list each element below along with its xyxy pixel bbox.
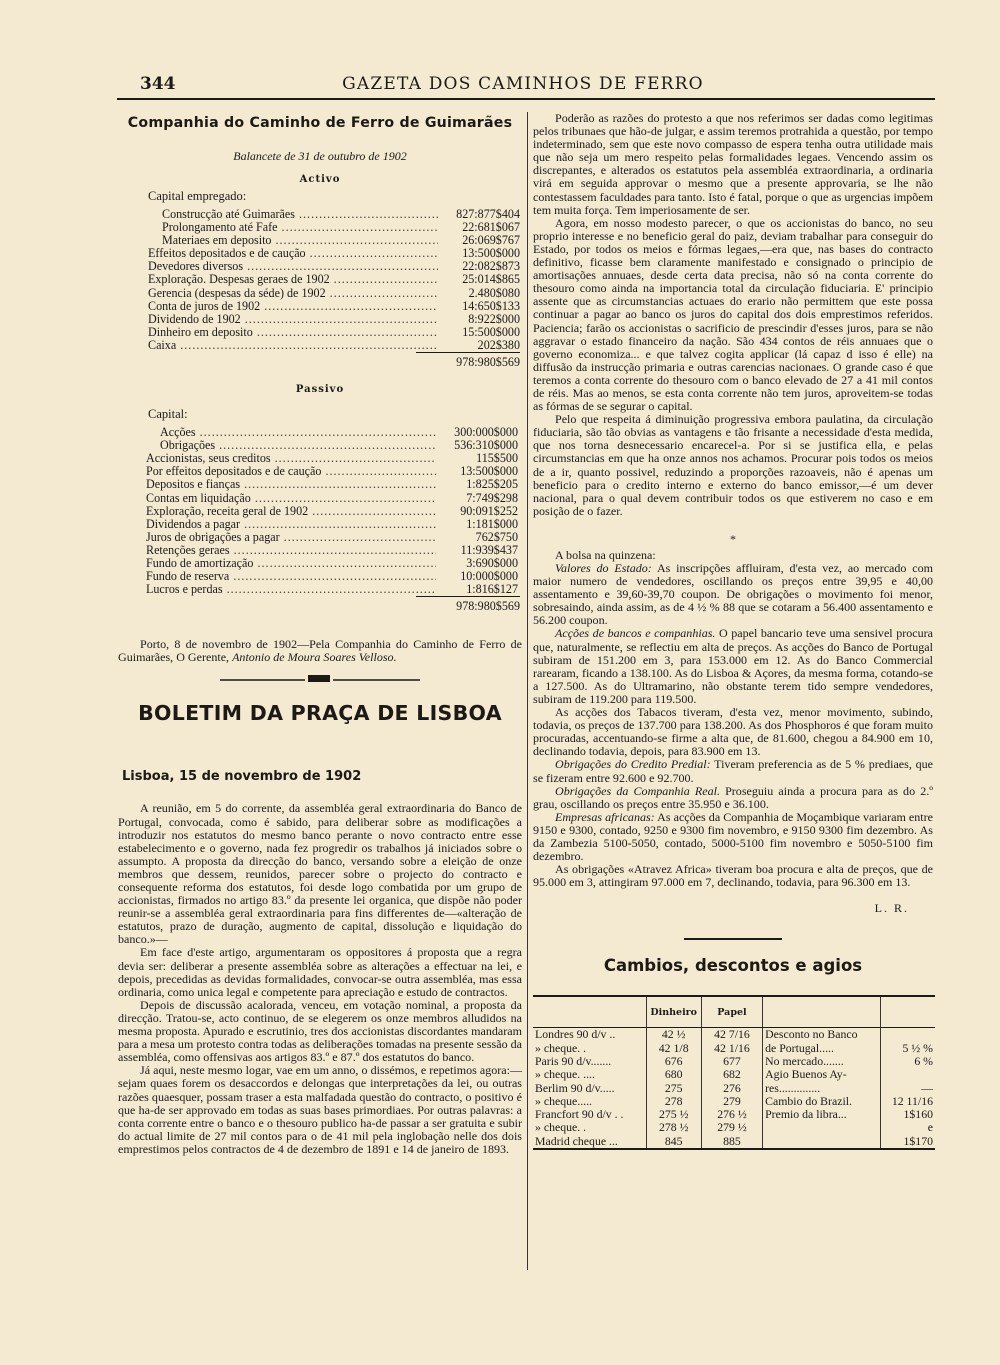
cambios-cell-place: » cheque.....: [533, 1095, 646, 1108]
boletim-title: BOLETIM DA PRAÇA DE LISBOA: [138, 701, 502, 726]
activo-value: 827:877$404: [438, 208, 520, 221]
cambios-cell-papel: 42 1/16: [701, 1042, 762, 1055]
cambios-cell-right-value: 12 11/16: [891, 1093, 933, 1108]
cambios-cell-right-value: 1$170: [903, 1133, 933, 1148]
activo-capital-label: Capital empregado:: [148, 189, 247, 203]
activo-value: 15:500$000: [438, 326, 520, 339]
paragraph: A reunião, em 5 do corrente, da assembléa geral extraordinaria do Banco de Portugal, convocada, como é sabido, para deliberar sobre as modificações a introduzir nos estatutos do mesmo banco perante o novo contracto entre esse estabelecimento e o governo, nada fez progredir os trabalhos já iniciados sobre o assumpto. A proposta da direcção do banco, versando sobre a eleição de onze membros que dessem, reunidos, parecer sobre o projecto do contracto e consequente reforma dos estatutos, foi desde logo combatida por um grupo de accionistas, firmados no artigo 83.º da presente lei organica, que dispõe não poder reunir-se a assembléa geral extraordinaria para fins differentes de—«alteração de estatutos, prazo de duração, augmento de capital, dissolução e liquidação do banco.»—: [118, 801, 522, 947]
activo-value: 202$380: [438, 339, 520, 352]
cambios-header-place: [533, 996, 646, 1028]
paragraph: Já aqui, neste mesmo logar, vae em um anno, o dissémos, e repetimos agora:—sejam quaes forem os desaccordos e delongas que interpretações da lei, ou outras razões quaesquer, possam traser a esta malfadada questão do contracto, o positivo é que ha-de ser approvado em todas as suas bases primordiaes. Por outras palavras: a conta corrente entre o banco e o thesouro publico ha-de passar a ser gratuita e subir do actual limite de 27 mil contos para o de 41 mil pela inglobação nelle dos dois emprestimos pelos contractos de 4 de dezembro de 1891 e 14 de janeiro de 1893.: [118, 1063, 522, 1156]
passivo-capital-label: Capital:: [148, 407, 188, 422]
cambios-row: [533, 1121, 935, 1134]
bolsa-item-text: As obrigações «Atravez Africa» tiveram boa procura e alta de preços, que de 95.000 em 3, attingiram 97.000 em 7, declinando, todavia, para 96.300 em 13.: [533, 862, 933, 890]
paragraph: Agora, em nosso modesto parecer, o que os accionistas do banco, no seu proprio interesse e no beneficio geral do paiz, deviam trabalhar para conseguir do Estado, por todos os meios e fórmas legaes,—era que, nas bases do contracto definitivo, ficasse bem claramente manifestado e consignado o principio de amortisações annuaes, desde certa data precisa, não só na conta corrente do thesouro como ainda na importancia total da circulação fiduciaria. E' principio assente que as circumstancias actuaes do erario não permittem que este possa continuar a pagar ao banco os juros do capital dos dois emprestimos referidos. Paciencia; farão os accionistas o sacrificio de prescindir d'esses juros, para se não aggravar o estado financeiro da nação. São 434 contos de réis annuaes que o governo economiza... e que talvez cogita applicar (lá capaz d isso é elle) na diffusão da instrucção primaria e outras carencias nacionaes. O grande caso é que teremos a conta corrente do thesouro com o banco elevado de 27 a 41 mil contos de réis. Mas ao menos, se esta conta corrente não tem juros, aproveitem-se todas as fórmas de se segurar o capital.: [533, 215, 933, 414]
passivo-label: Fundo de reserva .....: [146, 570, 436, 583]
cambios-cell-place: Madrid cheque ...: [533, 1135, 646, 1149]
passivo-label: Lucros e perdas .....: [146, 583, 436, 596]
bolsa-item: [533, 706, 933, 758]
passivo-value: 13:500$000: [436, 465, 518, 478]
activo-label: Effeitos depositados e de caução .....: [148, 247, 438, 260]
bolsa-item-text: As acções da Companhia de Moçambique variaram entre 9150 e 9300, contado, 9250 e 9300 fim novembro, e 9150 9300 fim dezembro. As da Zambezia 5100-5050, contado, 5000-5100 fim novembro e 5050-5100 fim dezembro.: [533, 809, 933, 864]
cambios-row: [533, 1055, 935, 1068]
passivo-label: Acções .....: [160, 426, 436, 439]
passivo-value: 7:749$298: [436, 492, 518, 505]
activo-label: Devedores diversos .....: [148, 260, 438, 273]
passivo-ledger: [146, 426, 518, 596]
activo-row: [148, 300, 520, 313]
cambios-cell-place: Berlim 90 d/v.....: [533, 1082, 646, 1095]
activo-label: Caixa .....: [148, 339, 438, 352]
bolsa-item: [533, 811, 933, 863]
boletim-dateline: Lisboa, 15 de novembro de 1902: [122, 769, 362, 785]
bolsa-item-lead: Acções de bancos e companhias.: [555, 626, 716, 641]
activo-value: 22:681$067: [438, 221, 520, 234]
article-initials: L. R.: [874, 901, 909, 916]
passivo-label: Depositos e fianças .....: [146, 478, 436, 491]
activo-heading: Activo: [299, 174, 341, 185]
paragraph: Poderão as razões do protesto a que nos referimos ser dadas como legitimas pelos tribunaes que hão-de julgar, e assim teremos protrahida a questão, por tempo indeterminado, sem que este novo compasso de espera tenha outra utilidade mais que não seja um mero respeito pelas formalidades legaes. Vencendo assim os discrepantes, e alterados os estatutos pela assembléa extraordinaria, a ordinaria virá em seguida approvar o mesmo que a presente approvaria, se lhe não contestassem faculdades para tanto. Isto é fatal, porque o que as urgencias impõem tem muita força. Tem imperiosamente de ser.: [533, 111, 933, 217]
activo-label: Exploração. Despesas geraes de 1902 .....: [148, 273, 438, 286]
paragraph: Em face d'este artigo, argumentaram os oppositores á proposta que a regra devia ser: deliberar a presente assembléa sobre as alterações a effectuar na lei, e depois, precedidas as devidas formalidades, convocar-se outra assembléa, mas essa ordinaria, como unica legal e competente para apreciação e estudo de contractos.: [118, 945, 522, 999]
passivo-label: Obrigações .....: [160, 439, 436, 452]
cambios-cell-right-value: 1$160: [903, 1107, 933, 1122]
activo-row: [148, 339, 520, 352]
passivo-value: 762$750: [436, 531, 518, 544]
balancete-signature: [118, 638, 522, 664]
cambios-cell-dinheiro: 680: [646, 1068, 701, 1081]
cambios-cell-place: Paris 90 d/v.......: [533, 1055, 646, 1068]
passivo-value: 10:000$000: [436, 570, 518, 583]
passivo-row: [146, 465, 518, 478]
activo-row: [148, 326, 520, 339]
passivo-row: [146, 544, 518, 557]
cambios-header-value: [880, 996, 935, 1028]
cambios-cell-dinheiro: 676: [646, 1055, 701, 1068]
bolsa-items: [533, 562, 933, 889]
bolsa-item-text: Proseguiu ainda a procura para as do 2.º grau, oscillando os preços entre 35.950 e 36.100.: [533, 783, 933, 811]
boletim-body: [118, 802, 522, 1156]
cambios-cell-papel: 885: [701, 1135, 762, 1149]
bolsa-item-lead: Valores do Estado:: [555, 561, 652, 575]
activo-label: Dividendo de 1902 .....: [148, 313, 438, 326]
activo-value: 14:650$133: [438, 300, 520, 313]
cambios-cell-place: » cheque. .: [533, 1121, 646, 1134]
passivo-value: 115$500: [436, 452, 518, 465]
cambios-cell-place: » cheque. ....: [533, 1068, 646, 1081]
passivo-row: [146, 531, 518, 544]
cambios-cell-papel: 276: [701, 1082, 762, 1095]
column-divider: [527, 112, 528, 1270]
activo-row: [148, 273, 520, 286]
passivo-row: [146, 492, 518, 505]
cambios-title: Cambios, descontos e agios: [603, 956, 863, 976]
cambios-cell-right-value: —: [921, 1080, 933, 1095]
passivo-label: Dividendos a pagar .....: [146, 518, 436, 531]
cambios-header-dinheiro: Dinheiro: [646, 996, 701, 1028]
cambios-cell-right-label: Cambio do Brazil.: [763, 1095, 881, 1108]
passivo-value: 90:091$252: [436, 505, 518, 518]
cambios-cell-right-label: Premio da libra...: [763, 1108, 881, 1121]
cambios-cell-right-label: [763, 1135, 881, 1149]
cambios-cell-right-value: [880, 1028, 935, 1042]
bolsa-item-text: O papel bancario teve uma sensivel procura que, naturalmente, se reflectiu em alta de preços. As acções do Banco de Portugal subiram de 151.200 em 3, para 153.000 em 12. As do Banco Commercial rarearam, ficando a 138.100. As do Lisboa & Açores, da mesma forma, cotando-se a 127.500. As do Ultramarino, não obstante terem tido sempre vendedores, subiram de 119.200 para 119.500.: [533, 626, 933, 706]
passivo-row: [146, 478, 518, 491]
activo-label: Gerencia (despesas da séde) de 1902 .....: [148, 287, 438, 300]
passivo-row: [146, 439, 518, 452]
activo-label: Prolongamento até Fafe .....: [162, 221, 438, 234]
activo-value: 26:069$767: [438, 234, 520, 247]
cambios-row: [533, 1135, 935, 1149]
cambios-cell-right-value: 6 %: [914, 1053, 933, 1068]
signature-name: Antonio de Moura Soares Velloso.: [232, 650, 397, 665]
locomotive-ornament-icon: [220, 674, 420, 684]
cambios-cell-right-label: de Portugal.....: [763, 1042, 881, 1055]
passivo-label: Por effeitos depositados e de caução .....: [146, 465, 436, 478]
activo-row: [148, 247, 520, 260]
bolsa-item-lead: Obrigações do Credito Predial:: [555, 757, 711, 772]
cambios-cell-papel: 677: [701, 1055, 762, 1068]
cambios-row: [533, 1068, 935, 1081]
cambios-cell-dinheiro: 275: [646, 1082, 701, 1095]
cambios-cell-dinheiro: 42 ½: [646, 1028, 701, 1042]
cambios-cell-dinheiro: 42 1/8: [646, 1042, 701, 1055]
bolsa-item: [533, 562, 933, 627]
cambios-cell-papel: 279 ½: [701, 1121, 762, 1134]
cambios-row: [533, 1108, 935, 1121]
activo-row: [148, 313, 520, 326]
cambios-cell-papel: 279: [701, 1095, 762, 1108]
paragraph: Pelo que respeita á diminuição progressiva embora paulatina, da circulação fiduciaria, são tão obvias as vantagens e tão frisante a necessidade d'esta medida, que nos torna desnecessario encarecel-a. Por si se justifica ella, e pelas circumstancias em que ha onze annos nos achamos. Procurar pois todos os meios de a ir, quanto possivel, reduzindo a proporções razoaveis, não é apenas um beneficio para o credito interno e externo do banco emissor,—é um dever nacional, para o qual devem contribuir todos os que estiverem no caso e em posição de o fazer.: [533, 412, 933, 518]
activo-total-row: [118, 352, 520, 370]
bolsa-item-text: As inscripções affluiram, d'esta vez, ao mercado com maior numero de vendedores, oscillando os preços entre 39,95 e 40,00 assentamento e 39,60-39,70 coupon. De obrigações o movimento foi menor, sobresaindo, ainda assim, as de 4 ½ % 88 que se cotaram a 56.400 assentamento e 56.200 coupon.: [533, 561, 933, 628]
activo-row: [148, 287, 520, 300]
cambios-cell-right-label: Desconto no Banco: [763, 1028, 881, 1042]
cambios-table: [533, 995, 935, 1150]
passivo-label: Fundo de amortização .....: [146, 557, 436, 570]
passivo-label: Contas em liquidação .....: [146, 492, 436, 505]
cambios-cell-place: Francfort 90 d/v . .: [533, 1108, 646, 1121]
cambios-cell-right-value: 5 ½ %: [902, 1040, 933, 1055]
cambios-row: [533, 1028, 935, 1042]
cambios-row: [533, 1082, 935, 1095]
passivo-row: [146, 505, 518, 518]
cambios-cell-dinheiro: 278 ½: [646, 1121, 701, 1134]
activo-value: 8:922$000: [438, 313, 520, 326]
cambios-cell-right-label: res..............: [763, 1082, 881, 1095]
passivo-value: 11:939$437: [436, 544, 518, 557]
passivo-heading: Passivo: [295, 384, 345, 396]
activo-label: Materiaes em deposito .....: [162, 234, 438, 247]
bolsa-item-lead: Obrigações da Companhia Real.: [555, 783, 720, 798]
cambios-cell-right-value: [880, 1068, 935, 1081]
balancete-title: Companhia do Caminho de Ferro de Guimarães: [127, 115, 513, 131]
cambios-cell-papel: 42 7/16: [701, 1028, 762, 1042]
activo-value: 25:014$865: [438, 273, 520, 286]
activo-value: 22:082$873: [438, 260, 520, 273]
passivo-label: Retenções geraes .....: [146, 544, 436, 557]
passivo-row: [146, 518, 518, 531]
bolsa-item: [533, 627, 933, 706]
bolsa-intro: A bolsa na quinzena:: [555, 547, 656, 562]
passivo-row: [146, 557, 518, 570]
boletim-body-continued: [533, 112, 933, 518]
balancete-subtitle: Balancete de 31 de outubro de 1902: [233, 149, 407, 163]
cambios-cell-dinheiro: 275 ½: [646, 1108, 701, 1121]
bolsa-item: [533, 863, 933, 889]
passivo-total-row: [118, 596, 520, 614]
cambios-cell-place: » cheque. .: [533, 1042, 646, 1055]
activo-row: [148, 234, 520, 247]
cambios-cell-papel: 276 ½: [701, 1108, 762, 1121]
masthead: GAZETA DOS CAMINHOS DE FERRO: [342, 74, 704, 94]
activo-total: 978:980$569: [416, 352, 520, 370]
cambios-cell-right-label: Agio Buenos Ay-: [763, 1068, 881, 1081]
passivo-label: Juros de obrigações a pagar .....: [146, 531, 436, 544]
cambios-header-label: [763, 996, 881, 1028]
paragraph: Depois de discussão acalorada, venceu, em votação nominal, a proposta da direcção. Tratou-se, acto continuo, de se elegerem os onze membros alludidos na mesma proposta. Apurado e escrutinio, tres dos accionistas discordantes mandaram para a mesa um protesto contra todas as deliberações tomadas na presente sessão da assembléa, como offensivas aos artigos 83.º e 87.º dos estatutos do banco.: [118, 997, 522, 1065]
bolsa-item: [533, 758, 933, 784]
cambios-cell-right-label: No mercado.......: [763, 1055, 881, 1068]
activo-label: Construcção até Guimarães .....: [162, 208, 438, 221]
passivo-row: [146, 452, 518, 465]
passivo-value: 300:000$000: [436, 426, 518, 439]
activo-value: 2.480$080: [438, 287, 520, 300]
activo-label: Dinheiro em deposito .....: [148, 326, 438, 339]
activo-row: [148, 221, 520, 234]
right-column: [533, 112, 933, 1150]
activo-value: 13:500$000: [438, 247, 520, 260]
cambios-row: [533, 1095, 935, 1108]
cambios-cell-right-label: [763, 1121, 881, 1134]
passivo-label: Accionistas, seus creditos .....: [146, 452, 436, 465]
signature-text: Porto, 8 de novembro de 1902—Pela Companhia do Caminho de Ferro de Guimarães, O Gerente,: [118, 637, 522, 665]
activo-row: [148, 260, 520, 273]
passivo-value: 1:825$205: [436, 478, 518, 491]
passivo-row: [146, 570, 518, 583]
passivo-label: Exploração, receita geral de 1902 .....: [146, 505, 436, 518]
section-separator: *: [730, 531, 736, 546]
passivo-total: 978:980$569: [416, 596, 520, 614]
cambios-cell-place: Londres 90 d/v ..: [533, 1028, 646, 1042]
bolsa-item-text: As acções dos Tabacos tiveram, d'esta vez, menor movimento, subindo, todavia, os preços de 137.700 para 138.200. As dos Phosphoros é que foram muito procuradas, accentuando-se firme a alta que, de 81.600, chegou a 84.900 em 10, declinando todavia, depois, para 83.900 em 13.: [533, 705, 933, 759]
page-header: [112, 74, 934, 98]
passivo-value: 1:181$000: [436, 518, 518, 531]
cambios-cell-dinheiro: 845: [646, 1135, 701, 1149]
passivo-value: 536:310$000: [436, 439, 518, 452]
bolsa-item-lead: Empresas africanas:: [555, 809, 655, 824]
passivo-row: [146, 426, 518, 439]
header-rule: [117, 98, 935, 100]
left-column: [118, 112, 522, 1156]
cambios-header-papel: Papel: [701, 996, 762, 1028]
cambios-cell-papel: 682: [701, 1068, 762, 1081]
activo-ledger: [148, 208, 520, 352]
passivo-row: [146, 583, 518, 596]
short-rule: [684, 938, 782, 940]
bolsa-item-text: Tiveram preferencia as de 5 % prediaes, que se fizeram entre 92.600 e 92.700.: [533, 757, 933, 785]
bolsa-item: [533, 785, 933, 811]
cambios-cell-right-value: e: [927, 1120, 933, 1135]
cambios-row: [533, 1042, 935, 1055]
locomotive-ornament: [118, 674, 522, 687]
cambios-cell-dinheiro: 278: [646, 1095, 701, 1108]
activo-row: [148, 208, 520, 221]
page-number: 344: [140, 74, 176, 94]
passivo-value: 3:690$000: [436, 557, 518, 570]
activo-label: Conta de juros de 1902 .....: [148, 300, 438, 313]
passivo-value: 1:816$127: [436, 583, 518, 596]
